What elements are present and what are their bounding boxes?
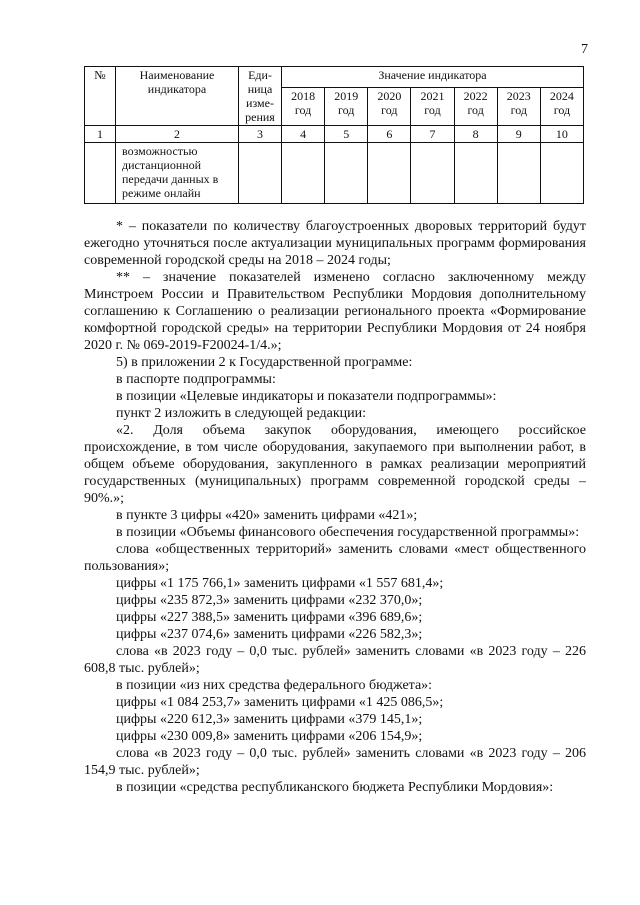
page-number: 7	[581, 42, 588, 57]
header-unit-line: ница	[247, 82, 273, 96]
year-value: 2021	[420, 88, 445, 103]
paragraph: ** – значение показателей изменено согласно заключенному между Минстроем России и Правительством Республики Мордовия дополнительному соглашению к Соглашению о реализации регионального проекта «Формирование комфортной городской среды» на территории Республики Мордовия от 24 ноября 2020 г. № 069-2019-F20024-1/4.»;	[84, 270, 586, 353]
year-suffix: год	[294, 102, 312, 117]
indicator-name-line: возможностью	[122, 144, 198, 158]
header-unit-line: изме-	[246, 96, 274, 110]
paragraph: в позиции «средства республиканского бюджета Республики Мордовия»:	[116, 780, 554, 795]
year-suffix: год	[338, 102, 355, 117]
table-cell-empty	[497, 143, 540, 204]
paragraph: «2. Доля объема закупок оборудования, имеющего российское происхождение, в том числе оборудования, закупаемого при выполнении работ, в общем объеме оборудования, закупленного в рамках реализации мероприятий государственных (муниципальных) программ современной городской среды – 90%.»;	[84, 423, 586, 506]
paragraph: цифры «1 084 253,7» заменить цифрами «1 425 086,5»;	[116, 695, 444, 710]
header-unit	[239, 67, 282, 126]
paragraph: в позиции «Целевые индикаторы и показатели подпрограммы»:	[116, 389, 497, 404]
header-year-2018	[282, 87, 325, 125]
column-number: 3	[239, 126, 282, 143]
indicator-name-line: дистанционной	[122, 158, 202, 172]
paragraph: * – показатели по количеству благоустроенных дворовых территорий будут ежегодно уточняться после актуализации муниципальных программ формирования современной городской среды на 2018 – 2024 годы;	[84, 219, 586, 268]
paragraph: в паспорте подпрограммы:	[116, 372, 276, 387]
indicator-table	[84, 66, 584, 204]
year-suffix: год	[553, 102, 571, 117]
paragraph: в позиции «Объемы финансового обеспечения государственной программы»:	[116, 525, 580, 540]
year-value: 2019	[334, 88, 359, 103]
paragraph: 5) в приложении 2 к Государственной программе:	[116, 355, 413, 370]
table-header-row	[85, 67, 584, 88]
column-number: 8	[454, 126, 497, 143]
header-indicator-name: Наименование индикатора	[116, 67, 239, 126]
column-number: 2	[116, 126, 239, 143]
document-body	[84, 218, 586, 796]
column-number: 1	[85, 126, 116, 143]
paragraph: пункт 2 изложить в следующей редакции:	[116, 406, 366, 421]
paragraph: цифры «237 074,6» заменить цифрами «226 582,3»;	[116, 627, 423, 642]
year-suffix: год	[424, 102, 441, 117]
indicator-name-line: передачи данных в	[122, 172, 219, 186]
table-cell-empty	[368, 143, 411, 204]
header-year-2021	[411, 87, 454, 125]
paragraph: слова «общественных территорий» заменить словами «мест общественного пользования»;	[84, 542, 586, 574]
header-number: №	[85, 67, 116, 126]
header-indicator-value: Значение индикатора	[282, 67, 584, 88]
paragraph: в пункте 3 цифры «420» заменить цифрами «421»;	[116, 508, 418, 523]
paragraph: цифры «227 388,5» заменить цифрами «396 689,6»;	[116, 610, 423, 625]
year-value: 2024	[549, 88, 574, 103]
header-year-2024	[540, 87, 583, 125]
paragraph: цифры «1 175 766,1» заменить цифрами «1 557 681,4»;	[116, 576, 444, 591]
column-number: 6	[368, 126, 411, 143]
table-cell-empty	[282, 143, 325, 204]
header-year-2022	[454, 87, 497, 125]
table-cell-empty	[239, 143, 282, 204]
paragraph: цифры «220 612,3» заменить цифрами «379 145,1»;	[116, 712, 423, 727]
table-column-numbers-row	[85, 126, 584, 143]
column-number: 4	[282, 126, 325, 143]
column-number: 7	[411, 126, 454, 143]
year-suffix: год	[381, 102, 398, 117]
table-cell-empty	[411, 143, 454, 204]
indicator-name-continued	[116, 143, 239, 204]
year-value: 2022	[463, 88, 488, 103]
header-year-2023	[497, 87, 540, 125]
paragraph: цифры «230 009,8» заменить цифрами «206 154,9»;	[116, 729, 423, 744]
year-suffix: год	[510, 102, 527, 117]
paragraph: слова «в 2023 году – 0,0 тыс. рублей» заменить словами «в 2023 году – 226 608,8 тыс. рублей»;	[84, 644, 586, 676]
column-number: 10	[540, 126, 583, 143]
header-year-2020	[368, 87, 411, 125]
table-row	[85, 143, 584, 204]
table-cell-empty	[454, 143, 497, 204]
year-value: 2020	[377, 88, 402, 103]
paragraph: в позиции «из них средства федерального бюджета»:	[116, 678, 433, 693]
table-cell-empty	[85, 143, 116, 204]
table-cell-empty	[325, 143, 368, 204]
header-year-2019	[325, 87, 368, 125]
paragraph: слова «в 2023 году – 0,0 тыс. рублей» заменить словами «в 2023 году – 206 154,9 тыс. рублей»;	[84, 746, 586, 778]
year-value: 2018	[291, 88, 316, 103]
header-unit-line: Еди-	[248, 68, 272, 82]
table-cell-empty	[540, 143, 583, 204]
column-number: 5	[325, 126, 368, 143]
paragraph: цифры «235 872,3» заменить цифрами «232 370,0»;	[116, 593, 423, 608]
year-suffix: год	[467, 102, 484, 117]
column-number: 9	[497, 126, 540, 143]
year-value: 2023	[506, 88, 531, 103]
header-unit-line: рения	[245, 110, 275, 124]
indicator-name-line: режиме онлайн	[122, 186, 201, 200]
